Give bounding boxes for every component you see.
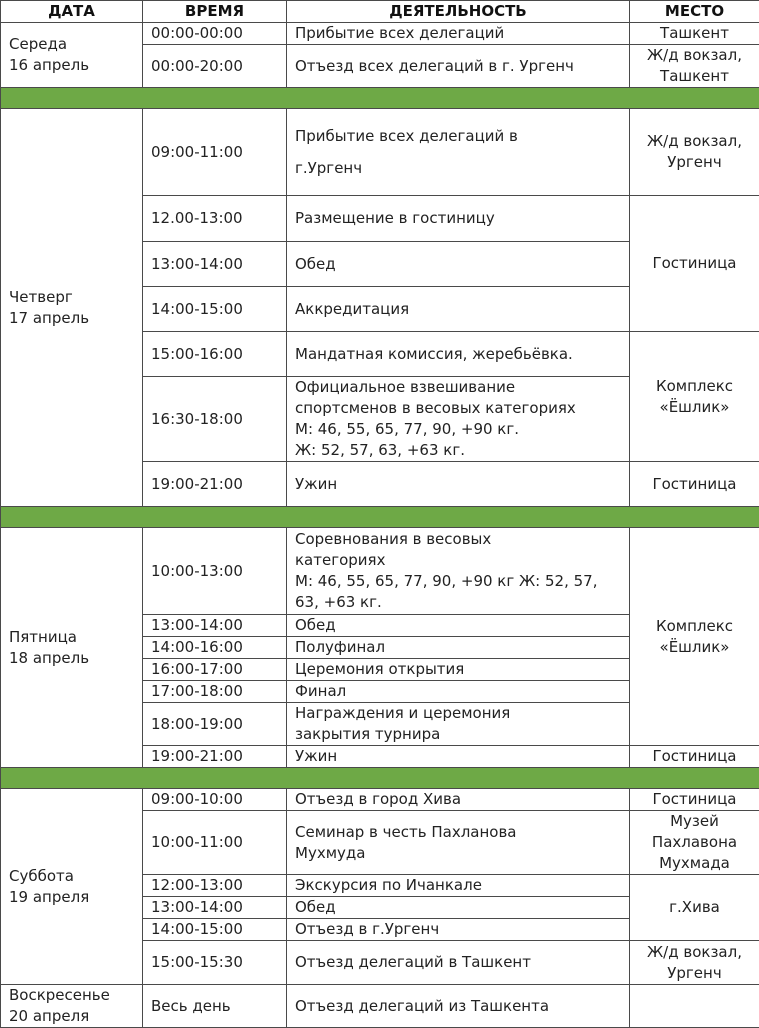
time-cell: 16:00-17:00 <box>143 659 287 681</box>
time-cell: 10:00-13:00 <box>143 528 287 615</box>
activity-line: М: 46, 55, 65, 77, 90, +90 кг Ж: 52, 57, <box>295 571 621 592</box>
place-line: «Ёшлик» <box>634 397 755 418</box>
table-row <box>1 985 759 1028</box>
header-place: МЕСТО <box>630 1 759 23</box>
activity-cell: Мандатная комиссия, жеребьёвка. <box>287 332 630 377</box>
place-line: Ташкент <box>634 66 755 87</box>
activity-cell: Обед <box>287 242 630 287</box>
time-cell: 19:00-21:00 <box>143 462 287 507</box>
activity-line: Официальное взвешивание <box>295 377 621 398</box>
place-cell <box>630 941 759 985</box>
header-date: ДАТА <box>1 1 143 23</box>
place-cell <box>630 985 759 1028</box>
time-cell: 13:00-14:00 <box>143 615 287 637</box>
place-line: Пахлавона <box>634 832 755 853</box>
activity-cell: Церемония открытия <box>287 659 630 681</box>
activity-line: М: 46, 55, 65, 77, 90, +90 кг. <box>295 419 621 440</box>
place-line: Ургенч <box>634 963 755 984</box>
time-cell: 13:00-14:00 <box>143 897 287 919</box>
place-line: Ж/д вокзал, <box>634 942 755 963</box>
time-cell: 12:00-13:00 <box>143 875 287 897</box>
day-date: 16 апрель <box>9 55 134 76</box>
day-name: Середа <box>9 34 134 55</box>
activity-cell <box>287 528 630 615</box>
day-name: Воскресенье <box>9 985 134 1006</box>
place-line: Комплекс <box>634 616 755 637</box>
activity-line: спортсменов в весовых категориях <box>295 398 621 419</box>
place-line: «Ёшлик» <box>634 637 755 658</box>
activity-cell: Отъезд делегаций в Ташкент <box>287 941 630 985</box>
place-cell <box>630 811 759 875</box>
activity-cell <box>287 109 630 196</box>
activity-line: Мухмуда <box>295 843 621 864</box>
time-cell: 00:00-20:00 <box>143 45 287 88</box>
place-line: Комплекс <box>634 376 755 397</box>
time-cell: 14:00-16:00 <box>143 637 287 659</box>
time-cell: 12.00-13:00 <box>143 196 287 242</box>
place-line: Ургенч <box>634 152 755 173</box>
activity-cell: Отъезд в г.Ургенч <box>287 919 630 941</box>
activity-line: г.Ургенч <box>295 152 621 184</box>
place-line: Мухмада <box>634 853 755 874</box>
day-date: 19 апреля <box>9 887 134 908</box>
time-cell: 17:00-18:00 <box>143 681 287 703</box>
separator-row <box>1 88 759 109</box>
date-cell <box>1 789 143 985</box>
separator-row <box>1 768 759 789</box>
time-cell: 00:00-00:00 <box>143 23 287 45</box>
activity-cell: Отъезд в город Хива <box>287 789 630 811</box>
time-cell: 16:30-18:00 <box>143 377 287 462</box>
time-cell: 14:00-15:00 <box>143 287 287 332</box>
place-cell: Ташкент <box>630 23 759 45</box>
activity-cell <box>287 703 630 746</box>
place-line: Музей <box>634 811 755 832</box>
separator-row <box>1 507 759 528</box>
time-cell: 09:00-10:00 <box>143 789 287 811</box>
activity-line: 63, +63 кг. <box>295 592 621 613</box>
table-row <box>1 528 759 615</box>
activity-cell: Прибытие всех делегаций <box>287 23 630 45</box>
activity-cell: Аккредитация <box>287 287 630 332</box>
date-cell <box>1 109 143 507</box>
place-line: Ж/д вокзал, <box>634 45 755 66</box>
activity-cell: Полуфинал <box>287 637 630 659</box>
place-cell: Гостиница <box>630 789 759 811</box>
place-cell <box>630 528 759 746</box>
place-line: Ж/д вокзал, <box>634 131 755 152</box>
time-cell: 19:00-21:00 <box>143 746 287 768</box>
place-cell <box>630 45 759 88</box>
table-row <box>1 789 759 811</box>
activity-cell: Экскурсия по Ичанкале <box>287 875 630 897</box>
day-name: Четверг <box>9 287 134 308</box>
day-name: Суббота <box>9 866 134 887</box>
table-row <box>1 23 759 45</box>
time-cell: 10:00-11:00 <box>143 811 287 875</box>
place-cell: Гостиница <box>630 746 759 768</box>
activity-cell: Размещение в гостиницу <box>287 196 630 242</box>
header-time: ВРЕМЯ <box>143 1 287 23</box>
place-cell: Гостиница <box>630 196 759 332</box>
activity-line: категориях <box>295 550 621 571</box>
time-cell: 09:00-11:00 <box>143 109 287 196</box>
date-cell <box>1 985 143 1028</box>
activity-cell: Обед <box>287 897 630 919</box>
activity-cell <box>287 377 630 462</box>
table-row <box>1 109 759 196</box>
header-row <box>1 1 759 23</box>
activity-cell: Отъезд делегаций из Ташкента <box>287 985 630 1028</box>
separator-bar <box>1 507 759 528</box>
time-cell: Весь день <box>143 985 287 1028</box>
activity-cell: Ужин <box>287 746 630 768</box>
place-cell <box>630 109 759 196</box>
header-activity: ДЕЯТЕЛЬНОСТЬ <box>287 1 630 23</box>
place-cell: г.Хива <box>630 875 759 941</box>
activity-line: Ж: 52, 57, 63, +63 кг. <box>295 440 621 461</box>
place-cell <box>630 332 759 462</box>
date-cell <box>1 23 143 88</box>
activity-line: Семинар в честь Пахланова <box>295 822 621 843</box>
time-cell: 18:00-19:00 <box>143 703 287 746</box>
date-cell <box>1 528 143 768</box>
time-cell: 15:00-15:30 <box>143 941 287 985</box>
activity-cell: Отъезд всех делегаций в г. Ургенч <box>287 45 630 88</box>
activity-cell: Ужин <box>287 462 630 507</box>
activity-line: Соревнования в весовых <box>295 529 621 550</box>
separator-bar <box>1 88 759 109</box>
activity-cell <box>287 811 630 875</box>
day-date: 18 апрель <box>9 648 134 669</box>
activity-cell: Финал <box>287 681 630 703</box>
activity-cell: Обед <box>287 615 630 637</box>
separator-bar <box>1 768 759 789</box>
time-cell: 15:00-16:00 <box>143 332 287 377</box>
time-cell: 14:00-15:00 <box>143 919 287 941</box>
day-name: Пятница <box>9 627 134 648</box>
day-date: 20 апреля <box>9 1006 134 1027</box>
day-date: 17 апрель <box>9 308 134 329</box>
activity-line: Награждения и церемония <box>295 703 621 724</box>
time-cell: 13:00-14:00 <box>143 242 287 287</box>
place-cell: Гостиница <box>630 462 759 507</box>
activity-line: Прибытие всех делегаций в <box>295 120 621 152</box>
activity-line: закрытия турнира <box>295 724 621 745</box>
